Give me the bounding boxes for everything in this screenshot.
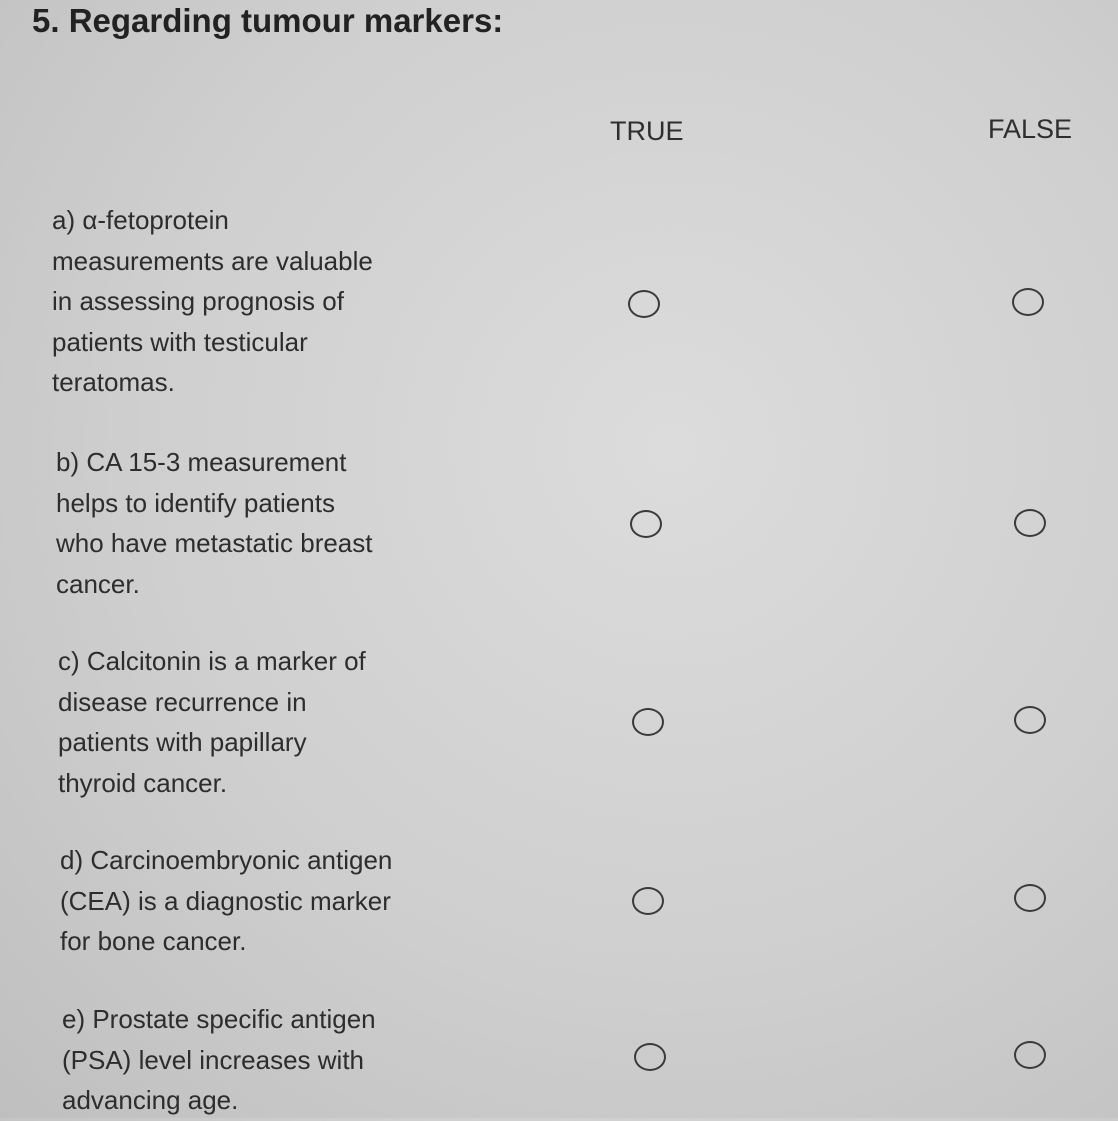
radio-b-true[interactable] xyxy=(630,510,662,538)
statement-line: thyroid cancer. xyxy=(58,767,228,798)
radio-a-true[interactable] xyxy=(628,290,660,318)
radio-c-false[interactable] xyxy=(1014,706,1046,734)
statement-line: (PSA) level increases with xyxy=(62,1044,364,1075)
statement-line: advancing age. xyxy=(62,1085,239,1115)
statement-line: c) Calcitonin is a marker of xyxy=(58,646,366,676)
statement-line: patients with testicular xyxy=(52,326,308,357)
radio-c-true[interactable] xyxy=(632,708,664,736)
true-column-header: TRUE xyxy=(610,116,684,146)
statement-line: b) CA 15-3 measurement xyxy=(56,447,347,477)
statement-line: for bone cancer. xyxy=(60,926,247,956)
statement-line: disease recurrence in xyxy=(58,686,307,717)
question-title: 5. Regarding tumour markers: xyxy=(32,2,504,39)
statement-line: (CEA) is a diagnostic marker xyxy=(60,885,391,916)
statement-line: helps to identify patients xyxy=(56,487,335,518)
statement-line: who have metastatic breast xyxy=(56,528,373,558)
statement-line: patients with papillary xyxy=(58,727,307,757)
statement-line: cancer. xyxy=(56,568,140,599)
radio-b-false[interactable] xyxy=(1014,509,1046,537)
statement-e xyxy=(62,999,376,1121)
radio-e-false[interactable] xyxy=(1014,1041,1046,1069)
statement-line: d) Carcinoembryonic antigen xyxy=(60,845,393,875)
statement-line: in assessing prognosis of xyxy=(52,286,344,316)
statement-c xyxy=(58,641,366,803)
statement-d xyxy=(60,840,392,962)
radio-d-false[interactable] xyxy=(1014,884,1046,912)
statement-line: measurements are valuable xyxy=(52,245,373,276)
statement-line: e) Prostate specific antigen xyxy=(62,1004,376,1034)
false-column-header: FALSE xyxy=(988,114,1073,144)
statement-b xyxy=(56,442,373,604)
radio-d-true[interactable] xyxy=(632,887,664,915)
radio-a-false[interactable] xyxy=(1012,288,1044,316)
statement-line: a) α-fetoprotein xyxy=(52,205,229,235)
radio-e-true[interactable] xyxy=(634,1043,666,1071)
statement-line: teratomas. xyxy=(52,367,175,397)
statement-a xyxy=(52,200,373,403)
